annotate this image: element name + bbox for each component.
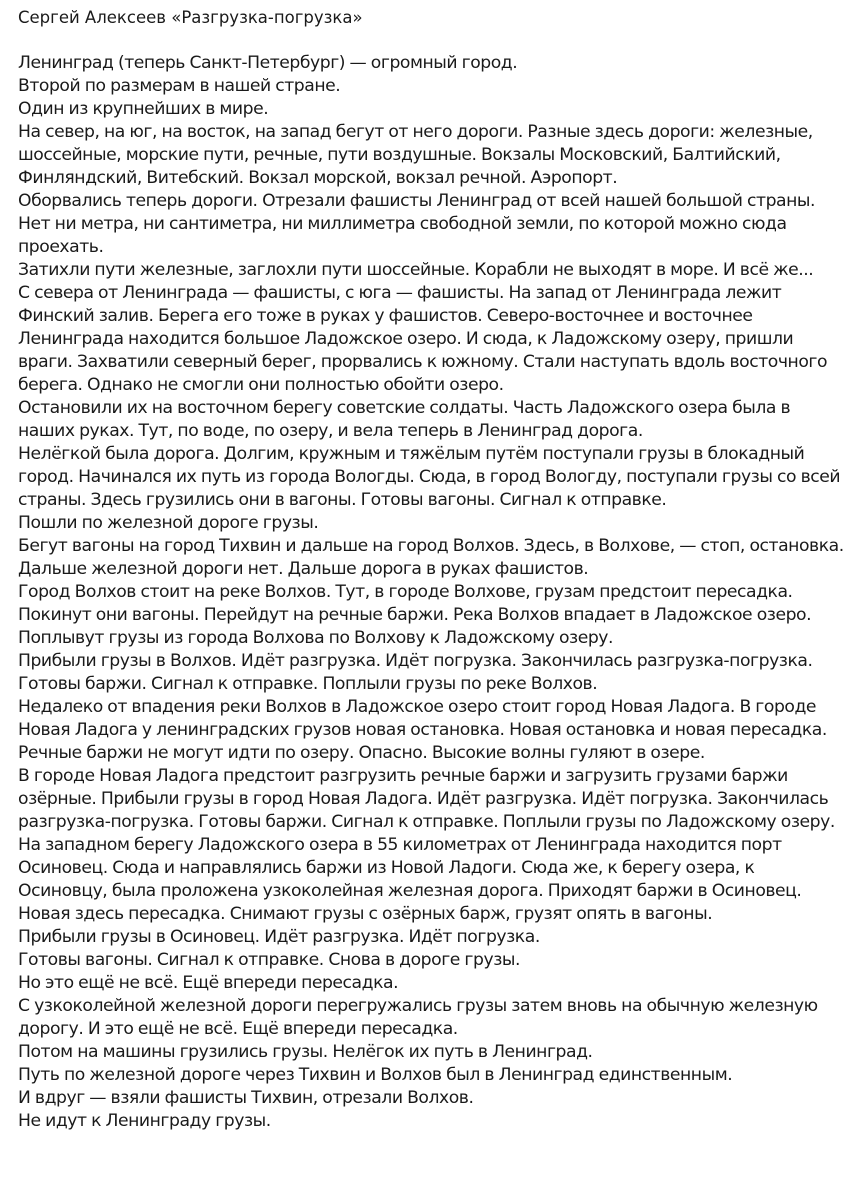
- paragraph: Прибыли грузы в Осиновец. Идёт разгрузка. Идёт погрузка.: [18, 927, 540, 947]
- paragraph: Один из крупнейших в мире.: [18, 99, 269, 119]
- paragraph: С узкоколейной железной дороги перегружались грузы затем вновь на обычную железную дорогу. И это ещё не всё. Ещё впереди пересадка.: [18, 996, 818, 1039]
- paragraph: Путь по железной дороге через Тихвин и Волхов был в Ленинград единственным.: [18, 1065, 733, 1085]
- paragraph: Поплывут грузы из города Волхова по Волхову к Ладожскому озеру.: [18, 628, 614, 648]
- paragraph: Не идут к Ленинграду грузы.: [18, 1111, 271, 1131]
- document-title: Сергей Алексеев «Разгрузка-погрузка»: [18, 8, 363, 27]
- paragraph: Покинут они вагоны. Перейдут на речные баржи. Река Волхов впадает в Ладожское озеро.: [18, 605, 812, 625]
- paragraph: Готовы вагоны. Сигнал к отправке. Снова в дороге грузы.: [18, 950, 521, 970]
- paragraph: Новая здесь пересадка. Снимают грузы с озёрных барж, грузят опять в вагоны.: [18, 904, 713, 924]
- paragraph: И вдруг — взяли фашисты Тихвин, отрезали Волхов.: [18, 1088, 474, 1108]
- paragraph: Город Волхов стоит на реке Волхов. Тут, в городе Волхове, грузам предстоит пересадка.: [18, 582, 793, 602]
- paragraph: Остановили их на восточном берегу советские солдаты. Часть Ладожского озера была в наших руках. Тут, по воде, по озеру, и вела теперь в Ленинград дорога.: [18, 398, 791, 441]
- title-spacer: [18, 29, 846, 52]
- paragraph: Оборвались теперь дороги. Отрезали фашисты Ленинград от всей нашей большой страны. Нет ни метра, ни сантиметра, ни миллиметра свободной земли, по которой можно сюда проехать.: [18, 191, 816, 257]
- paragraph: Прибыли грузы в Волхов. Идёт разгрузка. Идёт погрузка. Закончилась разгрузка-погрузка. Готовы баржи. Сигнал к отправке. Поплыли грузы по реке Волхов.: [18, 651, 813, 694]
- paragraph: На север, на юг, на восток, на запад бегут от него дороги. Разные здесь дороги: железные, шоссейные, морские пути, речные, пути воздушные. Вокзалы Московский, Балтийский, Финляндский, Витебский. Вокзал морской, вокзал речной. Аэропорт.: [18, 122, 813, 188]
- paragraph: Ленинград (теперь Санкт-Петербург) — огромный город.: [18, 53, 518, 73]
- paragraph: Но это ещё не всё. Ещё впереди пересадка.: [18, 973, 399, 993]
- paragraph: Пошли по железной дороге грузы.: [18, 513, 319, 533]
- paragraph: Затихли пути железные, заглохли пути шоссейные. Корабли не выходят в море. И всё же...: [18, 260, 814, 280]
- paragraph: Бегут вагоны на город Тихвин и дальше на город Волхов. Здесь, в Волхове, — стоп, остановка. Дальше железной дороги нет. Дальше дорога в руках фашистов.: [18, 536, 844, 579]
- document-page: [18, 6, 846, 1133]
- document-body: [18, 52, 846, 1133]
- paragraph: На западном берегу Ладожского озера в 55 километрах от Ленинграда находится порт Осиновец. Сюда и направлялись баржи из Новой Ладоги. Сюда же, к берегу озера, к Осиновцу, была проложена узкоколейная железная дорога. Приходят баржи в Осиновец.: [18, 835, 802, 901]
- paragraph: Второй по размерам в нашей стране.: [18, 76, 341, 96]
- paragraph: В городе Новая Ладога предстоит разгрузить речные баржи и загрузить грузами баржи озёрные. Прибыли грузы в город Новая Ладога. Идёт разгрузка. Идёт погрузка. Закончилась разгрузка-погрузка. Готовы баржи. Сигнал к отправке. Поплыли грузы по Ладожскому озеру.: [18, 766, 835, 832]
- paragraph: Нелёгкой была дорога. Долгим, кружным и тяжёлым путём поступали грузы в блокадный город. Начинался их путь из города Вологды. Сюда, в город Вологду, поступали грузы со всей страны. Здесь грузились они в вагоны. Готовы вагоны. Сигнал к отправке.: [18, 444, 841, 510]
- paragraph: Недалеко от впадения реки Волхов в Ладожское озеро стоит город Новая Ладога. В городе Новая Ладога у ленинградских грузов новая остановка. Новая остановка и новая пересадка. Речные баржи не могут идти по озеру. Опасно. Высокие волны гуляют в озере.: [18, 697, 827, 763]
- paragraph: Потом на машины грузились грузы. Нелёгок их путь в Ленинград.: [18, 1042, 593, 1062]
- paragraph: С севера от Ленинграда — фашисты, с юга — фашисты. На запад от Ленинграда лежит Финский залив. Берега его тоже в руках у фашистов. Северо-восточнее и восточнее Ленинграда находится большое Ладожское озеро. И сюда, к Ладожскому озеру, пришли враги. Захватили северный берег, прорвались к южному. Стали наступать вдоль восточного берега. Однако не смогли они полностью обойти озеро.: [18, 283, 828, 395]
